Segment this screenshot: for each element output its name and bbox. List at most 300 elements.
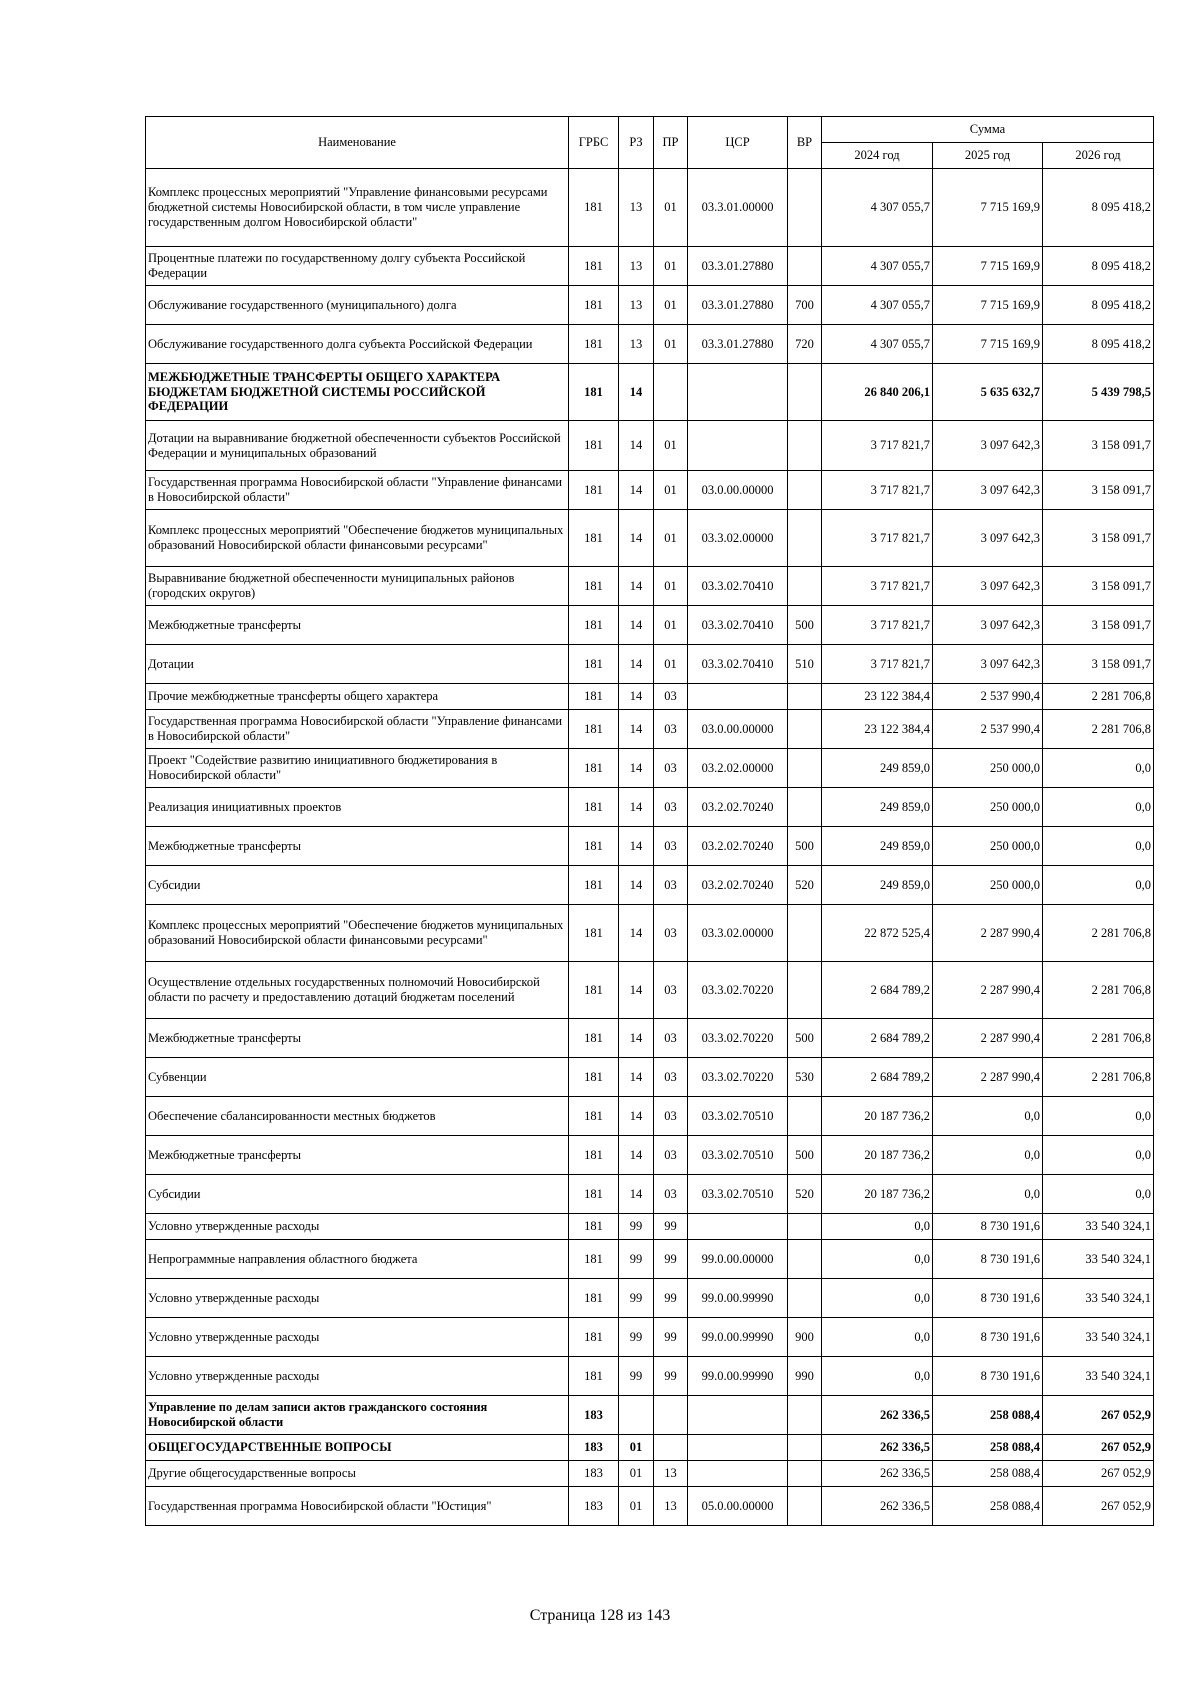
row-name: Субсидии: [146, 866, 569, 905]
cell-sum-2025: 8 730 191,6: [933, 1279, 1043, 1318]
cell-sum-2025: 2 537 990,4: [933, 684, 1043, 710]
cell-csr: [688, 1435, 788, 1461]
table-row: [146, 1058, 1154, 1097]
cell-grbs: 181: [569, 788, 619, 827]
cell-pr: [654, 364, 688, 421]
cell-pr: 03: [654, 1097, 688, 1136]
cell-sum-2024: 249 859,0: [822, 866, 933, 905]
cell-vr: [788, 1240, 822, 1279]
cell-vr: 500: [788, 827, 822, 866]
cell-csr: 03.3.02.70410: [688, 567, 788, 606]
cell-vr: 500: [788, 1136, 822, 1175]
cell-vr: [788, 247, 822, 286]
cell-grbs: 181: [569, 710, 619, 749]
cell-pr: [654, 1396, 688, 1435]
cell-grbs: 181: [569, 1097, 619, 1136]
header-sum: Сумма: [822, 117, 1154, 143]
cell-grbs: 183: [569, 1487, 619, 1526]
cell-vr: [788, 1396, 822, 1435]
cell-grbs: 181: [569, 286, 619, 325]
cell-sum-2025: 0,0: [933, 1136, 1043, 1175]
table-row: [146, 606, 1154, 645]
cell-csr: 03.2.02.70240: [688, 788, 788, 827]
cell-vr: [788, 1214, 822, 1240]
cell-vr: [788, 1279, 822, 1318]
cell-grbs: 181: [569, 749, 619, 788]
header-grbs: ГРБС: [569, 117, 619, 169]
cell-sum-2024: 3 717 821,7: [822, 567, 933, 606]
row-name: Выравнивание бюджетной обеспеченности муниципальных районов (городских округов): [146, 567, 569, 606]
row-name: Процентные платежи по государственному долгу субъекта Российской Федерации: [146, 247, 569, 286]
cell-sum-2024: 262 336,5: [822, 1435, 933, 1461]
cell-rz: 14: [619, 866, 654, 905]
cell-sum-2024: 3 717 821,7: [822, 471, 933, 510]
header-year-2026: 2026 год: [1043, 143, 1154, 169]
cell-sum-2024: 3 717 821,7: [822, 421, 933, 471]
cell-sum-2024: 3 717 821,7: [822, 606, 933, 645]
cell-grbs: 181: [569, 169, 619, 247]
cell-grbs: 181: [569, 567, 619, 606]
row-name: Обслуживание государственного (муниципального) долга: [146, 286, 569, 325]
cell-sum-2025: 5 635 632,7: [933, 364, 1043, 421]
cell-sum-2026: 33 540 324,1: [1043, 1279, 1154, 1318]
row-name: Условно утвержденные расходы: [146, 1279, 569, 1318]
cell-rz: 14: [619, 364, 654, 421]
cell-sum-2024: 262 336,5: [822, 1461, 933, 1487]
cell-vr: [788, 962, 822, 1019]
cell-sum-2025: 0,0: [933, 1097, 1043, 1136]
cell-sum-2025: 8 730 191,6: [933, 1214, 1043, 1240]
cell-sum-2026: 2 281 706,8: [1043, 905, 1154, 962]
cell-csr: 03.3.01.00000: [688, 169, 788, 247]
cell-sum-2025: 3 097 642,3: [933, 567, 1043, 606]
cell-vr: [788, 421, 822, 471]
cell-sum-2026: 3 158 091,7: [1043, 567, 1154, 606]
cell-sum-2026: 8 095 418,2: [1043, 286, 1154, 325]
cell-vr: 520: [788, 866, 822, 905]
row-name: Дотации: [146, 645, 569, 684]
cell-csr: 99.0.00.99990: [688, 1279, 788, 1318]
cell-sum-2026: 3 158 091,7: [1043, 510, 1154, 567]
cell-csr: 99.0.00.00000: [688, 1240, 788, 1279]
cell-pr: 03: [654, 684, 688, 710]
table-row: [146, 1019, 1154, 1058]
cell-csr: 03.3.02.70220: [688, 1058, 788, 1097]
cell-vr: [788, 788, 822, 827]
budget-table: [145, 116, 1154, 1526]
cell-pr: 01: [654, 247, 688, 286]
cell-rz: 13: [619, 286, 654, 325]
table-row: [146, 286, 1154, 325]
cell-vr: [788, 169, 822, 247]
cell-sum-2024: 3 717 821,7: [822, 645, 933, 684]
table-row: [146, 247, 1154, 286]
row-name: Комплекс процессных мероприятий "Обеспечение бюджетов муниципальных образований Новосибирской области финансовыми ресурсами": [146, 905, 569, 962]
cell-rz: 14: [619, 962, 654, 1019]
cell-csr: 03.2.02.00000: [688, 749, 788, 788]
cell-csr: 03.3.02.70220: [688, 1019, 788, 1058]
cell-sum-2025: 7 715 169,9: [933, 247, 1043, 286]
cell-grbs: 181: [569, 421, 619, 471]
cell-csr: 03.3.02.70510: [688, 1175, 788, 1214]
cell-rz: 14: [619, 1058, 654, 1097]
table-row: [146, 471, 1154, 510]
row-name: ОБЩЕГОСУДАРСТВЕННЫЕ ВОПРОСЫ: [146, 1435, 569, 1461]
cell-sum-2026: 3 158 091,7: [1043, 606, 1154, 645]
cell-vr: [788, 567, 822, 606]
cell-sum-2025: 7 715 169,9: [933, 169, 1043, 247]
cell-csr: 03.2.02.70240: [688, 866, 788, 905]
cell-rz: 14: [619, 710, 654, 749]
cell-sum-2026: 267 052,9: [1043, 1435, 1154, 1461]
cell-sum-2026: 267 052,9: [1043, 1487, 1154, 1526]
row-name: Проект "Содействие развитию инициативного бюджетирования в Новосибирской области": [146, 749, 569, 788]
page-number: Страница 128 из 143: [529, 1607, 671, 1624]
cell-sum-2026: 3 158 091,7: [1043, 645, 1154, 684]
cell-csr: [688, 421, 788, 471]
row-name: Обслуживание государственного долга субъекта Российской Федерации: [146, 325, 569, 364]
table-row: [146, 905, 1154, 962]
cell-sum-2025: 2 287 990,4: [933, 1058, 1043, 1097]
header-rz: РЗ: [619, 117, 654, 169]
cell-grbs: 181: [569, 1240, 619, 1279]
cell-csr: 03.3.02.00000: [688, 510, 788, 567]
cell-sum-2026: 2 281 706,8: [1043, 1058, 1154, 1097]
cell-csr: 03.3.02.70410: [688, 606, 788, 645]
row-name: Межбюджетные трансферты: [146, 1019, 569, 1058]
row-name: Комплекс процессных мероприятий "Обеспечение бюджетов муниципальных образований Новосибирской области финансовыми ресурсами": [146, 510, 569, 567]
row-name: Условно утвержденные расходы: [146, 1357, 569, 1396]
cell-rz: 14: [619, 510, 654, 567]
cell-pr: 03: [654, 905, 688, 962]
cell-rz: 13: [619, 169, 654, 247]
table-row: [146, 788, 1154, 827]
row-name: Комплекс процессных мероприятий "Управление финансовыми ресурсами бюджетной системы Новосибирской области, в том числе управление государственным долгом Новосибирской области": [146, 169, 569, 247]
cell-csr: 99.0.00.99990: [688, 1318, 788, 1357]
table-row: [146, 710, 1154, 749]
cell-pr: 03: [654, 1019, 688, 1058]
cell-sum-2026: 0,0: [1043, 1175, 1154, 1214]
cell-pr: 01: [654, 169, 688, 247]
cell-csr: 03.3.02.70510: [688, 1097, 788, 1136]
cell-vr: [788, 471, 822, 510]
header-pr: ПР: [654, 117, 688, 169]
cell-grbs: 181: [569, 325, 619, 364]
table-row: [146, 1487, 1154, 1526]
cell-vr: 990: [788, 1357, 822, 1396]
cell-vr: [788, 1461, 822, 1487]
cell-sum-2026: 0,0: [1043, 1097, 1154, 1136]
table-row: [146, 1136, 1154, 1175]
cell-sum-2026: 267 052,9: [1043, 1396, 1154, 1435]
table-row: [146, 645, 1154, 684]
cell-sum-2026: 0,0: [1043, 1136, 1154, 1175]
row-name: Условно утвержденные расходы: [146, 1214, 569, 1240]
cell-sum-2025: 8 730 191,6: [933, 1240, 1043, 1279]
cell-sum-2025: 250 000,0: [933, 827, 1043, 866]
cell-rz: 99: [619, 1318, 654, 1357]
cell-pr: 01: [654, 471, 688, 510]
cell-csr: [688, 364, 788, 421]
cell-grbs: 181: [569, 1279, 619, 1318]
row-name: Непрограммные направления областного бюджета: [146, 1240, 569, 1279]
cell-pr: 01: [654, 325, 688, 364]
cell-sum-2025: 258 088,4: [933, 1487, 1043, 1526]
cell-sum-2025: 7 715 169,9: [933, 286, 1043, 325]
cell-rz: 99: [619, 1279, 654, 1318]
cell-sum-2026: 33 540 324,1: [1043, 1240, 1154, 1279]
cell-sum-2026: 8 095 418,2: [1043, 247, 1154, 286]
cell-sum-2025: 258 088,4: [933, 1461, 1043, 1487]
cell-vr: [788, 1097, 822, 1136]
cell-vr: 520: [788, 1175, 822, 1214]
row-name: МЕЖБЮДЖЕТНЫЕ ТРАНСФЕРТЫ ОБЩЕГО ХАРАКТЕРА БЮДЖЕТАМ БЮДЖЕТНОЙ СИСТЕМЫ РОССИЙСКОЙ ФЕДЕРАЦИИ: [146, 364, 569, 421]
cell-vr: 510: [788, 645, 822, 684]
cell-rz: 14: [619, 1136, 654, 1175]
cell-pr: 03: [654, 1136, 688, 1175]
cell-vr: 530: [788, 1058, 822, 1097]
cell-vr: 500: [788, 1019, 822, 1058]
cell-sum-2026: 267 052,9: [1043, 1461, 1154, 1487]
cell-rz: 14: [619, 1097, 654, 1136]
cell-sum-2024: 4 307 055,7: [822, 286, 933, 325]
row-name: Условно утвержденные расходы: [146, 1318, 569, 1357]
cell-sum-2026: 3 158 091,7: [1043, 471, 1154, 510]
cell-sum-2025: 7 715 169,9: [933, 325, 1043, 364]
cell-vr: [788, 1435, 822, 1461]
cell-grbs: 181: [569, 247, 619, 286]
cell-pr: 03: [654, 962, 688, 1019]
cell-rz: 01: [619, 1435, 654, 1461]
cell-pr: 13: [654, 1461, 688, 1487]
cell-rz: 14: [619, 749, 654, 788]
cell-pr: 03: [654, 827, 688, 866]
table-row: [146, 866, 1154, 905]
cell-grbs: 183: [569, 1396, 619, 1435]
row-name: Другие общегосударственные вопросы: [146, 1461, 569, 1487]
cell-sum-2026: 33 540 324,1: [1043, 1318, 1154, 1357]
header-year-2025: 2025 год: [933, 143, 1043, 169]
cell-sum-2024: 0,0: [822, 1240, 933, 1279]
cell-csr: 03.3.01.27880: [688, 325, 788, 364]
cell-grbs: 181: [569, 1136, 619, 1175]
cell-sum-2024: 4 307 055,7: [822, 247, 933, 286]
cell-rz: 14: [619, 905, 654, 962]
cell-vr: [788, 1487, 822, 1526]
cell-rz: 14: [619, 567, 654, 606]
cell-sum-2026: 0,0: [1043, 788, 1154, 827]
cell-rz: 14: [619, 684, 654, 710]
cell-grbs: 181: [569, 1357, 619, 1396]
cell-grbs: 181: [569, 962, 619, 1019]
cell-pr: 03: [654, 1058, 688, 1097]
cell-sum-2026: 0,0: [1043, 827, 1154, 866]
table-row: [146, 1461, 1154, 1487]
cell-sum-2026: 2 281 706,8: [1043, 710, 1154, 749]
cell-rz: 14: [619, 606, 654, 645]
cell-csr: 03.3.02.00000: [688, 905, 788, 962]
cell-pr: 99: [654, 1357, 688, 1396]
cell-sum-2025: 3 097 642,3: [933, 645, 1043, 684]
cell-pr: 03: [654, 788, 688, 827]
cell-rz: 14: [619, 471, 654, 510]
cell-csr: 03.3.02.70410: [688, 645, 788, 684]
cell-sum-2025: 2 287 990,4: [933, 962, 1043, 1019]
cell-rz: 14: [619, 1019, 654, 1058]
cell-vr: [788, 510, 822, 567]
row-name: Обеспечение сбалансированности местных бюджетов: [146, 1097, 569, 1136]
cell-pr: 01: [654, 286, 688, 325]
cell-grbs: 181: [569, 510, 619, 567]
cell-sum-2024: 2 684 789,2: [822, 1019, 933, 1058]
table-row: [146, 749, 1154, 788]
table-row: [146, 169, 1154, 247]
cell-csr: 03.3.02.70510: [688, 1136, 788, 1175]
row-name: Прочие межбюджетные трансферты общего характера: [146, 684, 569, 710]
cell-rz: 01: [619, 1461, 654, 1487]
cell-pr: 03: [654, 866, 688, 905]
cell-sum-2025: 250 000,0: [933, 749, 1043, 788]
cell-sum-2024: 20 187 736,2: [822, 1136, 933, 1175]
cell-rz: 14: [619, 645, 654, 684]
header-csr: ЦСР: [688, 117, 788, 169]
cell-sum-2025: 3 097 642,3: [933, 471, 1043, 510]
cell-csr: [688, 1214, 788, 1240]
cell-sum-2025: 3 097 642,3: [933, 606, 1043, 645]
cell-csr: 03.3.01.27880: [688, 247, 788, 286]
cell-grbs: 181: [569, 1214, 619, 1240]
cell-sum-2026: 5 439 798,5: [1043, 364, 1154, 421]
table-header: [146, 117, 1154, 169]
cell-pr: 03: [654, 710, 688, 749]
header-name: Наименование: [146, 117, 569, 169]
cell-grbs: 181: [569, 684, 619, 710]
cell-sum-2025: 250 000,0: [933, 866, 1043, 905]
cell-sum-2024: 22 872 525,4: [822, 905, 933, 962]
cell-rz: 99: [619, 1357, 654, 1396]
table-row: [146, 1435, 1154, 1461]
cell-sum-2024: 0,0: [822, 1318, 933, 1357]
table-row: [146, 684, 1154, 710]
table-row: [146, 1097, 1154, 1136]
cell-pr: 99: [654, 1318, 688, 1357]
cell-sum-2024: 262 336,5: [822, 1396, 933, 1435]
cell-vr: 720: [788, 325, 822, 364]
cell-vr: [788, 905, 822, 962]
cell-csr: 03.0.00.00000: [688, 710, 788, 749]
cell-rz: 14: [619, 827, 654, 866]
cell-csr: [688, 1461, 788, 1487]
cell-sum-2025: 2 537 990,4: [933, 710, 1043, 749]
cell-sum-2026: 8 095 418,2: [1043, 325, 1154, 364]
cell-sum-2024: 262 336,5: [822, 1487, 933, 1526]
cell-rz: [619, 1396, 654, 1435]
table-row: [146, 1240, 1154, 1279]
table-row: [146, 421, 1154, 471]
cell-sum-2025: 2 287 990,4: [933, 1019, 1043, 1058]
row-name: Межбюджетные трансферты: [146, 827, 569, 866]
cell-grbs: 183: [569, 1461, 619, 1487]
cell-grbs: 181: [569, 1175, 619, 1214]
cell-sum-2026: 2 281 706,8: [1043, 684, 1154, 710]
cell-csr: 03.3.02.70220: [688, 962, 788, 1019]
cell-sum-2024: 249 859,0: [822, 827, 933, 866]
cell-csr: 99.0.00.99990: [688, 1357, 788, 1396]
cell-rz: 13: [619, 325, 654, 364]
cell-grbs: 181: [569, 1019, 619, 1058]
cell-vr: [788, 710, 822, 749]
cell-rz: 14: [619, 421, 654, 471]
table-row: [146, 510, 1154, 567]
cell-rz: 14: [619, 1175, 654, 1214]
row-name: Реализация инициативных проектов: [146, 788, 569, 827]
row-name: Межбюджетные трансферты: [146, 606, 569, 645]
table-row: [146, 364, 1154, 421]
row-name: Межбюджетные трансферты: [146, 1136, 569, 1175]
cell-sum-2024: 0,0: [822, 1357, 933, 1396]
cell-sum-2025: 8 730 191,6: [933, 1318, 1043, 1357]
cell-sum-2024: 26 840 206,1: [822, 364, 933, 421]
table-row: [146, 567, 1154, 606]
cell-csr: 03.2.02.70240: [688, 827, 788, 866]
cell-sum-2025: 3 097 642,3: [933, 510, 1043, 567]
table-row: [146, 1214, 1154, 1240]
cell-grbs: 181: [569, 905, 619, 962]
table-row: [146, 1357, 1154, 1396]
cell-sum-2024: 4 307 055,7: [822, 169, 933, 247]
cell-csr: 03.3.01.27880: [688, 286, 788, 325]
cell-sum-2024: 20 187 736,2: [822, 1097, 933, 1136]
table-row: [146, 1175, 1154, 1214]
cell-csr: [688, 1396, 788, 1435]
cell-sum-2026: 2 281 706,8: [1043, 962, 1154, 1019]
row-name: Осуществление отдельных государственных полномочий Новосибирской области по расчету и предоставлению дотаций бюджетам поселений: [146, 962, 569, 1019]
row-name: Государственная программа Новосибирской области "Управление финансами в Новосибирской области": [146, 710, 569, 749]
cell-sum-2024: 2 684 789,2: [822, 1058, 933, 1097]
row-name: Субвенции: [146, 1058, 569, 1097]
cell-grbs: 181: [569, 866, 619, 905]
cell-sum-2025: 2 287 990,4: [933, 905, 1043, 962]
cell-pr: 03: [654, 1175, 688, 1214]
row-name: Субсидии: [146, 1175, 569, 1214]
cell-sum-2025: 0,0: [933, 1175, 1043, 1214]
cell-rz: 13: [619, 247, 654, 286]
cell-vr: [788, 749, 822, 788]
cell-sum-2024: 0,0: [822, 1279, 933, 1318]
table-body: [146, 169, 1154, 1526]
cell-grbs: 181: [569, 364, 619, 421]
cell-pr: 99: [654, 1279, 688, 1318]
cell-vr: 500: [788, 606, 822, 645]
cell-grbs: 181: [569, 1058, 619, 1097]
cell-sum-2026: 3 158 091,7: [1043, 421, 1154, 471]
cell-csr: [688, 684, 788, 710]
table-row: [146, 1396, 1154, 1435]
cell-sum-2024: 249 859,0: [822, 749, 933, 788]
table-row: [146, 962, 1154, 1019]
cell-sum-2025: 8 730 191,6: [933, 1357, 1043, 1396]
cell-vr: [788, 364, 822, 421]
cell-pr: 01: [654, 510, 688, 567]
cell-rz: 99: [619, 1214, 654, 1240]
table-row: [146, 827, 1154, 866]
cell-grbs: 181: [569, 645, 619, 684]
cell-grbs: 183: [569, 1435, 619, 1461]
cell-grbs: 181: [569, 827, 619, 866]
cell-sum-2024: 249 859,0: [822, 788, 933, 827]
cell-csr: 03.0.00.00000: [688, 471, 788, 510]
cell-pr: 01: [654, 645, 688, 684]
